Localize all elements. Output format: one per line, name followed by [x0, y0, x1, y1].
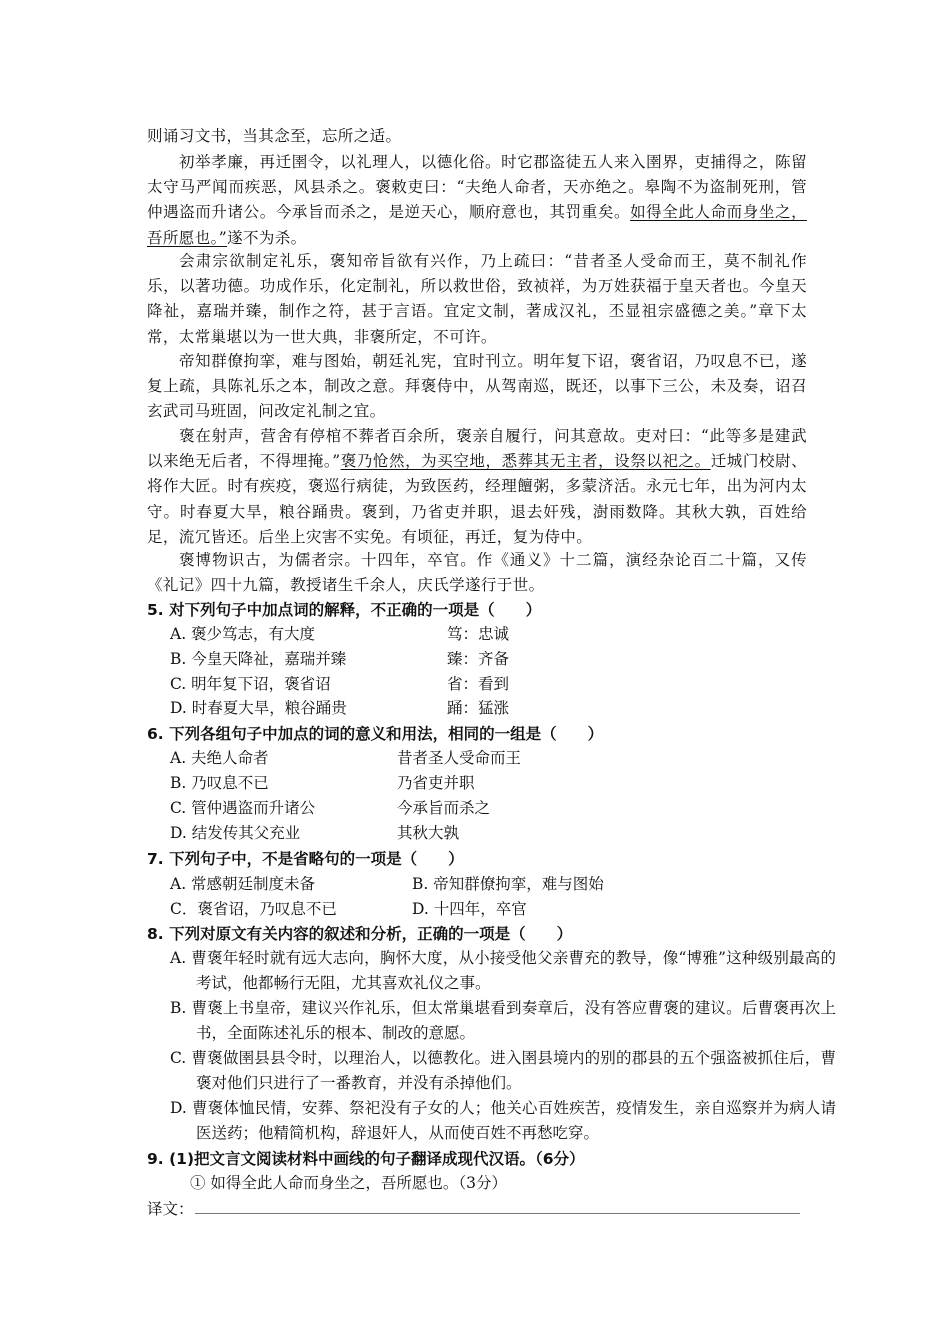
passage-line-1: 则诵习文书，当其念至，忘所之适。: [147, 127, 402, 145]
q6-option-d-left: D. 结发传其父充业: [170, 824, 301, 842]
q9-subquestion-1: ① 如得全此人命而身坐之，吾所愿也。（3分）: [190, 1174, 508, 1192]
passage-paragraph-3: 会肃宗欲制定礼乐，褒知帝旨欲有兴作，乃上疏曰：“昔者圣人受命而王，莫不制礼作乐，以著功德。功成作乐，化定制礼，所以救世俗，致祯祥，为万姓获福于皇天者也。今皇天降祉，嘉瑞并臻，制作之符，甚于言语。宜定文制，著成汉礼，丕显祖宗盛德之美。”章下太常，太常巢堪以为一世大典，非褒所定，不可许。: [147, 252, 807, 346]
underlined-sentence-1: 如得全此人命而身坐之，吾所愿也。”: [147, 203, 807, 247]
q7-option-c: C．褒省诏，乃叹息不已: [170, 900, 337, 918]
q7-option-a: A. 常感朝廷制度未备: [170, 875, 316, 893]
answer-line[interactable]: [195, 1213, 800, 1214]
q8-option-a: A. 曹褒年轻时就有远大志向，胸怀大度，从小接受他父亲曹充的教导，像“博雅”这种级别最高的考试，他都畅行无阻，尤其喜欢礼仪之事。: [170, 949, 836, 992]
question-8-stem: 8. 下列对原文有关内容的叙述和分析，正确的一项是（ ）: [147, 925, 573, 943]
q6-option-c-left: C. 管仲遇盗而升诸公: [170, 799, 316, 817]
q7-option-d: D. 十四年，卒官: [412, 900, 527, 918]
q6-option-d-right: 其秋大孰: [397, 824, 460, 842]
q8-option-b: B. 曹褒上书皇帝，建议兴作礼乐，但太常巢堪看到奏章后，没有答应曹褒的建议。后曹褒再次上书，全面陈述礼乐的根本、制改的意愿。: [170, 999, 836, 1042]
q5-option-c: C. 明年复下诏，褒省诏: [170, 675, 331, 693]
question-9-stem: 9. (1)把文言文阅读材料中画线的句子翻译成现代汉语。（6分）: [147, 1150, 585, 1168]
passage-paragraph-5: 褒在射声，营舍有停棺不葬者百余所，褒亲自履行，问其意故。吏对曰：“此等多是建武以来绝无后者，不得埋掩。”褒乃怆然，为买空地，悉葬其无主者，设祭以祀之。迁城门校尉、将作大匠。时有疾疫，褒巡行病徒，为致医药，经理饘粥，多蒙济活。永元七年，出为河内太守。时春夏大旱，粮谷踊贵。褒到，乃省吏并职，退去奸残，澍雨数降。其秋大孰，百姓给足，流冗皆还。后坐上灾害不实免。有顷征，再迁，复为侍中。: [147, 427, 808, 546]
passage-paragraph-4: 帝知群僚拘挛，难与图始，朝廷礼宪，宜时刊立。明年复下诏，褒省诏，乃叹息不已，遂复上疏，具陈礼乐之本，制改之意。拜褒侍中，从驾南巡，既还，以事下三公，未及奏，诏召玄武司马班固，问改定礼制之宜。: [147, 352, 807, 421]
q6-option-a-right: 昔者圣人受命而王: [397, 749, 522, 767]
q5-option-a: A. 褒少笃志，有大度: [170, 625, 316, 643]
q5-option-a-gloss: 笃：忠诚: [447, 625, 510, 643]
passage-paragraph-2: 初举孝廉，再迁圉令，以礼理人，以德化俗。时它郡盗徒五人来入圉界，吏捕得之，陈留太守马严闻而疾恶，风县杀之。褒敕吏曰：“夫绝人命者，天亦绝之。皋陶不为盗制死刑，管仲遇盗而升诸公。今承旨而杀之，是逆天心，顺府意也，其罚重矣。如得全此人命而身坐之，吾所愿也。”遂不为杀。: [147, 153, 807, 247]
passage-paragraph-6: 褒博物识古，为儒者宗。十四年，卒官。作《通义》十二篇，演经杂论百二十篇，又传《礼记》四十九篇，教授诸生千余人，庆氏学遂行于世。: [147, 551, 807, 595]
question-6-stem: 6. 下列各组句子中加点的词的意义和用法，相同的一组是（ ）: [147, 725, 604, 743]
q6-option-b-right: 乃省吏并职: [397, 774, 475, 792]
q5-option-b: B. 今皇天降祉，嘉瑞并臻: [170, 650, 347, 668]
q6-option-c-right: 今承旨而杀之: [397, 799, 491, 817]
answer-label: 译文：: [147, 1200, 194, 1218]
q8-option-c: C. 曹褒做圉县县令时，以理治人，以德教化。进入圉县境内的别的郡县的五个强盗被抓住后，曹褒对他们只进行了一番教育，并没有杀掉他们。: [170, 1049, 836, 1092]
underlined-sentence-2: 褒乃怆然，为买空地，悉葬其无主者，设祭以祀之。: [340, 452, 711, 471]
q6-option-b-left: B. 乃叹息不已: [170, 774, 269, 792]
q8-option-d: D. 曹褒体恤民情，安葬、祭祀没有子女的人；他关心百姓疾苦，疫情发生，亲自巡察并为病人请医送药；他精简机构，辞退奸人，从而使百姓不再愁吃穿。: [170, 1099, 836, 1142]
question-7-stem: 7. 下列句子中，不是省略句的一项是（ ）: [147, 850, 464, 868]
q5-option-b-gloss: 臻：齐备: [447, 650, 510, 668]
q7-option-b: B. 帝知群僚拘挛，难与图始: [412, 875, 604, 893]
q5-option-c-gloss: 省：看到: [447, 675, 510, 693]
question-5-stem: 5. 对下列句子中加点词的解释，不正确的一项是（ ）: [147, 601, 542, 619]
q5-option-d-gloss: 踊：猛涨: [447, 699, 510, 717]
q5-option-d: D. 时春夏大旱，粮谷踊贵: [170, 699, 347, 717]
q6-option-a-left: A. 夫绝人命者: [170, 749, 269, 767]
